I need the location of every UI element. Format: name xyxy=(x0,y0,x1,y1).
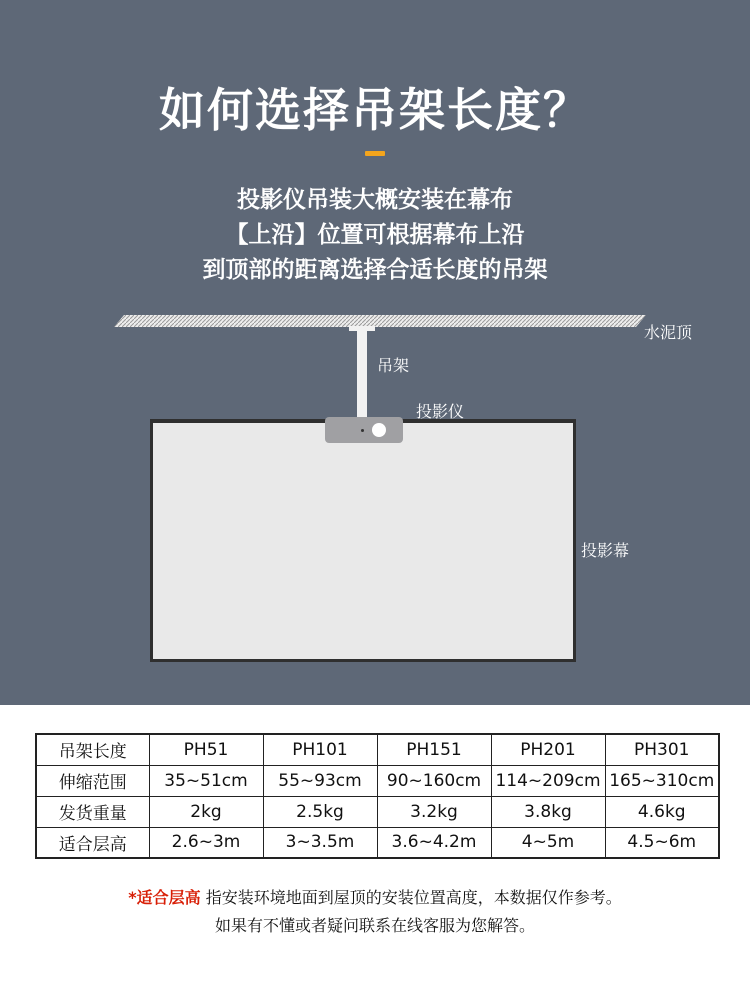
table-row xyxy=(36,827,719,858)
row-header-cell: 吊架长度 xyxy=(36,734,149,765)
mount-pole xyxy=(357,330,367,418)
footnote-line-1 xyxy=(0,884,750,912)
table-cell: PH301 xyxy=(605,734,719,765)
table-cell: 2kg xyxy=(149,796,263,827)
table-cell: 55~93cm xyxy=(263,765,377,796)
table-cell: PH101 xyxy=(263,734,377,765)
table-row xyxy=(36,765,719,796)
description xyxy=(0,183,750,288)
footnote xyxy=(0,884,750,940)
projector xyxy=(325,417,403,443)
description-line: 【上沿】位置可根据幕布上沿 xyxy=(225,222,525,248)
description-line: 到顶部的距离选择合适长度的吊架 xyxy=(202,257,548,283)
table-cell: 3~3.5m xyxy=(263,827,377,858)
table-cell: PH51 xyxy=(149,734,263,765)
table-cell: 2.6~3m xyxy=(149,827,263,858)
mount-label: 吊架 xyxy=(377,356,410,375)
table-cell: 4~5m xyxy=(491,827,605,858)
table-cell: PH201 xyxy=(491,734,605,765)
table-cell: 2.5kg xyxy=(263,796,377,827)
description-line: 投影仪吊装大概安装在幕布 xyxy=(237,187,513,213)
page-title: 如何选择吊架长度？ xyxy=(159,83,591,137)
lens-icon xyxy=(372,423,386,437)
indicator-dot xyxy=(361,429,364,432)
screen-label: 投影幕 xyxy=(581,541,630,560)
ceiling-label: 水泥顶 xyxy=(644,323,693,342)
table-cell: 165~310cm xyxy=(605,765,719,796)
title-accent-bar xyxy=(365,151,385,156)
table-row xyxy=(36,796,719,827)
table-cell: 3.2kg xyxy=(377,796,491,827)
spec-table xyxy=(35,733,720,859)
row-header-cell: 伸缩范围 xyxy=(36,765,149,796)
table-cell: 3.8kg xyxy=(491,796,605,827)
ceiling-slab xyxy=(114,315,646,327)
table-cell: 114~209cm xyxy=(491,765,605,796)
table-cell: 3.6~4.2m xyxy=(377,827,491,858)
table-cell: 35~51cm xyxy=(149,765,263,796)
row-header-cell: 适合层高 xyxy=(36,827,149,858)
row-header-cell: 发货重量 xyxy=(36,796,149,827)
table-cell: 90~160cm xyxy=(377,765,491,796)
projection-screen xyxy=(150,419,576,662)
footnote-line-2: 如果有不懂或者疑问联系在线客服为您解答。 xyxy=(214,916,535,935)
footnote-highlight: *适合层高 xyxy=(128,888,201,907)
table-row xyxy=(36,734,719,765)
projector-label: 投影仪 xyxy=(416,402,465,421)
table-cell: 4.6kg xyxy=(605,796,719,827)
table-cell: PH151 xyxy=(377,734,491,765)
table-cell: 4.5~6m xyxy=(605,827,719,858)
footnote-text: 指安装环境地面到屋顶的安装位置高度，本数据仅作参考。 xyxy=(200,888,622,907)
